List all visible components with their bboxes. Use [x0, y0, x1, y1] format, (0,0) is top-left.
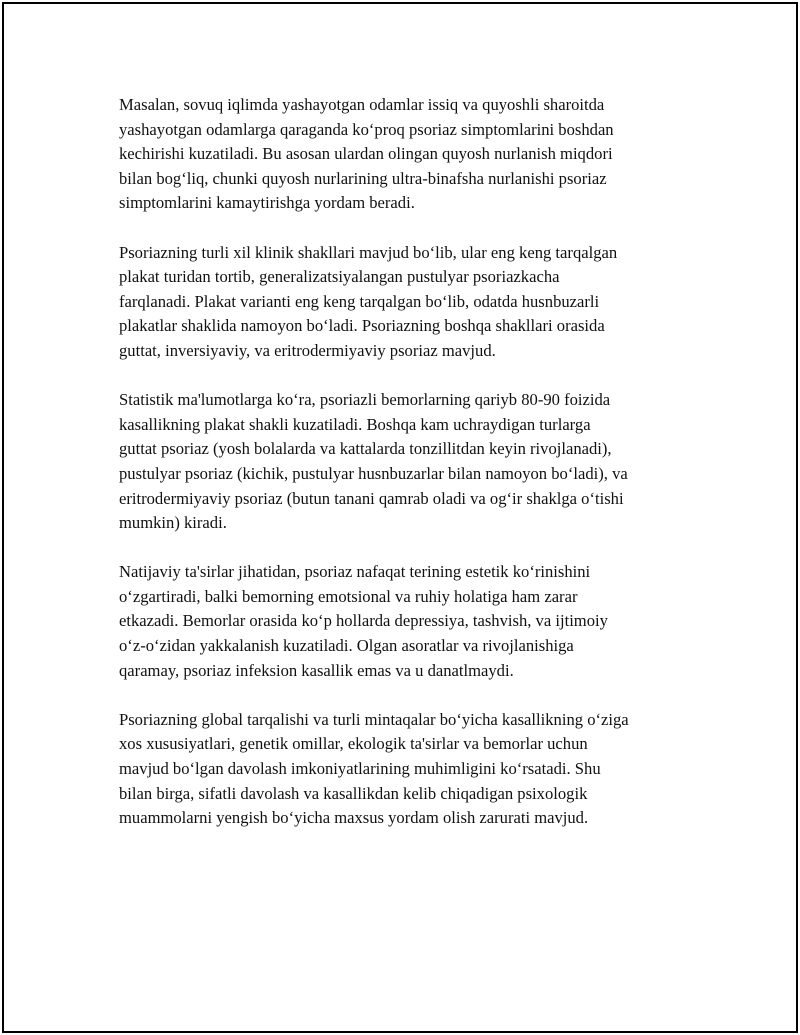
text-line: Masalan, sovuq iqlimda yashayotgan odamlar issiq va quyoshli sharoitda [119, 95, 605, 114]
text-line: farqlanadi. Plakat varianti eng keng tarqalgan boʻlib, odatda husnbuzarli [119, 291, 600, 311]
text-line: oʻz-oʻzidan yakkalanish kuzatiladi. Olgan asoratlar va rivojlanishiga [119, 636, 574, 656]
text-line: mavjud boʻlgan davolash imkoniyatlarining muhimligini koʻrsatadi. Shu [119, 759, 601, 779]
text-line: oʻzgartiradi, balki bemorning emotsional va ruhiy holatiga ham zarar [119, 586, 578, 606]
text-line: eritrodermiyaviy psoriaz (butun tanani qamrab oladi va ogʻir shaklga oʻtishi [119, 488, 624, 508]
paragraph-3 [119, 388, 699, 536]
text-line: guttat, inversiyaviy, va eritrodermiyaviy psoriaz mavjud. [119, 340, 496, 360]
text-line: qaramay, psoriaz infeksion kasallik emas va u danatlmaydi. [119, 660, 514, 680]
paragraph-1 [119, 93, 699, 216]
text-line: pustulyar psoriaz (kichik, pustulyar husnbuzarlar bilan namoyon boʻladi), va [119, 463, 628, 483]
text-line: muammolarni yengish boʻyicha maxsus yordam olish zarurati mavjud. [119, 808, 589, 828]
text-line: bilan bogʻliq, chunki quyosh nurlarining ultra-binafsha nurlanishi psoriaz [119, 168, 607, 188]
paragraph-4 [119, 560, 699, 683]
text-line: Natijaviy ta'sirlar jihatidan, psoriaz nafaqat terining estetik koʻrinishini [119, 562, 591, 582]
text-line: yashayotgan odamlarga qaraganda koʻproq psoriaz simptomlarini boshdan [119, 119, 614, 139]
text-line: kasallikning plakat shakli kuzatiladi. Boshqa kam uchraydigan turlarga [119, 414, 591, 434]
paragraph-2 [119, 241, 699, 364]
text-line: Psoriazning global tarqalishi va turli mintaqalar boʻyicha kasallikning oʻziga [119, 709, 629, 729]
text-line: bilan birga, sifatli davolash va kasallikdan kelib chiqadigan psixologik [119, 783, 588, 803]
text-line: mumkin) kiradi. [119, 513, 227, 533]
text-line: plakat turidan tortib, generalizatsiyalangan pustulyar psoriazkacha [119, 267, 560, 287]
document-body [119, 93, 699, 855]
text-line: guttat psoriaz (yosh bolalarda va kattalarda tonzillitdan keyin rivojlanadi), [119, 439, 612, 459]
text-line: simptomlarini kamaytirishga yordam beradi. [119, 193, 415, 213]
text-line: etkazadi. Bemorlar orasida koʻp hollarda depressiya, tashvish, va ijtimoiy [119, 611, 608, 631]
text-line: plakatlar shaklida namoyon boʻladi. Psoriazning boshqa shakllari orasida [119, 316, 605, 336]
text-line: kechirishi kuzatiladi. Bu asosan ulardan olingan quyosh nurlanish miqdori [119, 144, 613, 164]
text-line: Psoriazning turli xil klinik shakllari mavjud boʻlib, ular eng keng tarqalgan [119, 242, 618, 262]
text-line: Statistik ma'lumotlarga koʻra, psoriazli bemorlarning qariyb 80-90 foizida [119, 390, 611, 410]
paragraph-5 [119, 708, 699, 831]
text-line: xos xususiyatlari, genetik omillar, ekologik ta'sirlar va bemorlar uchun [119, 734, 588, 754]
